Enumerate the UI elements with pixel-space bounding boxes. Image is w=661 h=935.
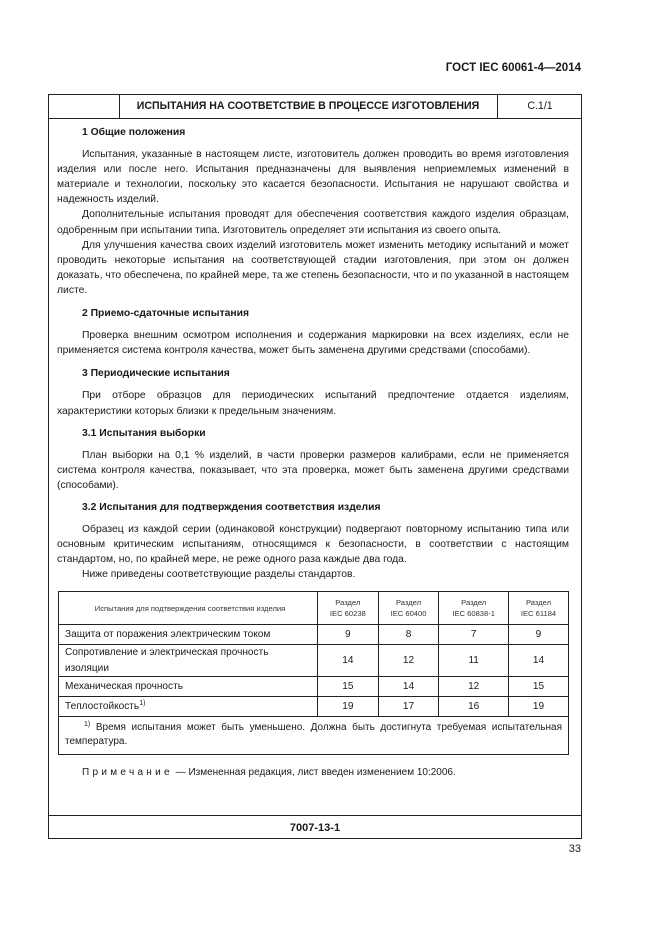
row-label: Механическая прочность bbox=[59, 676, 318, 696]
row-label: Теплостойкость bbox=[65, 700, 140, 712]
document-code: ГОСТ IEC 60061-4—2014 bbox=[445, 62, 581, 74]
header-empty-cell bbox=[49, 95, 120, 118]
sheet-title: ИСПЫТАНИЯ НА СООТВЕТСТВИЕ В ПРОЦЕССЕ ИЗГОТОВЛЕНИЯ bbox=[119, 95, 498, 118]
section-1-paragraph-1: Испытания, указанные в настоящем листе, изготовитель должен проводить во время изготовления изделия или после него. Испытания предназначены для выявления неприемлемых изменений в материале и технологии, поскольку это касается безопасности. Испытания не нарушают свойства и надежность изделий. bbox=[57, 149, 569, 206]
footnote-ref: 1) bbox=[139, 699, 146, 707]
row-value: 14 bbox=[508, 645, 568, 676]
test-sections-table bbox=[58, 591, 569, 754]
row-value: 7 bbox=[439, 625, 509, 645]
footnote-mark: 1) bbox=[84, 720, 91, 728]
table-footnote-row bbox=[59, 716, 569, 754]
section-1-paragraph-2: Дополнительные испытания проводят для обеспечения соответствия каждого изделия образцам, одобренным при испытании типа. Изготовитель определяет эти испытания из своего опыта. bbox=[57, 209, 569, 236]
col-header-line1: Раздел bbox=[461, 598, 487, 608]
row-value: 14 bbox=[318, 645, 379, 676]
row-value: 9 bbox=[318, 625, 379, 645]
table-footnote bbox=[59, 716, 569, 754]
table-row bbox=[59, 676, 569, 696]
row-value: 17 bbox=[378, 696, 439, 716]
col-header-line1: Раздел bbox=[395, 598, 422, 608]
table-header-col bbox=[378, 592, 439, 625]
note-text: — Измененная редакция, лист введен изменением 10:2006. bbox=[175, 766, 456, 778]
col-header-line2: IEC 61184 bbox=[520, 609, 557, 619]
table-row bbox=[59, 625, 569, 645]
table-header-col bbox=[439, 592, 509, 625]
note-label: Примечание bbox=[82, 766, 173, 778]
section-3-paragraph: При отборе образцов для периодических испытаний предпочтение отдается изделиям, характеристики которых близки к предельным значениям. bbox=[57, 390, 569, 417]
section-2-paragraph: Проверка внешним осмотром исполнения и содержания маркировки на всех изделиях, если не применяется система контроля качества, может быть заменена другими средствами (способами). bbox=[57, 330, 569, 357]
section-3-2-paragraph-2: Ниже приведены соответствующие разделы стандартов. bbox=[82, 569, 356, 581]
section-3-2-heading: 3.2 Испытания для подтверждения соответствия изделия bbox=[82, 501, 381, 513]
section-3-1-heading: 3.1 Испытания выборки bbox=[82, 427, 206, 439]
col-header-line1: Раздел bbox=[525, 598, 552, 608]
row-value: 14 bbox=[378, 676, 439, 696]
row-value: 16 bbox=[439, 696, 509, 716]
table-header-col bbox=[508, 592, 568, 625]
row-value: 9 bbox=[508, 625, 568, 645]
table-row bbox=[59, 645, 569, 676]
footnote-text: Время испытания может быть уменьшено. Должна быть достигнута требуемая испытательная температура. bbox=[65, 721, 562, 747]
section-3-2-paragraph-1: Образец из каждой серии (одинаковой конструкции) подвергают повторному испытанию типа или основным критическим испытаниям, относящимся к безопасности, в соответствии с настоящим стандартом, но, по крайней мере, не реже одного раза каждые два года. bbox=[57, 524, 569, 566]
sheet-number: С.1/1 bbox=[527, 100, 553, 112]
row-value: 11 bbox=[439, 645, 509, 676]
col-header-line2: IEC 60400 bbox=[390, 609, 427, 619]
section-3-1-paragraph: План выборки на 0,1 % изделий, в части проверки размеров калибрами, если не применяется система контроля качества, показывает, что эта проверка, может быть заменена другими средствами (способами). bbox=[57, 449, 569, 491]
table-row bbox=[59, 696, 569, 716]
section-1-heading: 1 Общие положения bbox=[82, 127, 186, 138]
col-header-line2: IEC 60838-1 bbox=[452, 609, 495, 619]
row-value: 19 bbox=[318, 696, 379, 716]
page-number: 33 bbox=[568, 843, 581, 855]
row-label: Сопротивление и электрическая прочность изоляции bbox=[59, 645, 318, 676]
row-value: 15 bbox=[508, 676, 568, 696]
section-2-heading: 2 Приемо-сдаточные испытания bbox=[82, 308, 250, 320]
table-header-col bbox=[318, 592, 379, 625]
col-header-line1: Раздел bbox=[335, 598, 361, 608]
row-value: 12 bbox=[439, 676, 509, 696]
sheet-header bbox=[49, 95, 581, 119]
table-header-first: Испытания для подтверждения соответствия изделия bbox=[59, 592, 318, 625]
row-value: 12 bbox=[378, 645, 439, 676]
row-value: 15 bbox=[318, 676, 379, 696]
col-header-line2: IEC 60238 bbox=[329, 609, 366, 619]
table-header-row bbox=[59, 592, 569, 625]
row-label-cell bbox=[59, 696, 318, 716]
row-value: 8 bbox=[378, 625, 439, 645]
sheet-frame bbox=[48, 94, 582, 839]
sheet-body bbox=[57, 118, 569, 780]
row-label: Защита от поражения электрическим током bbox=[59, 625, 318, 645]
section-1-paragraph-3: Для улучшения качества своих изделий изготовитель может изменить методику испытаний и может проводить некоторые испытания на соответствующей стадии изготовления, при этом он должен доказать, что обеспечена, по крайней мере, та же степень безопасности, что и по указанной в настоящем листе. bbox=[57, 239, 569, 296]
note bbox=[57, 765, 569, 780]
section-3-heading: 3 Периодические испытания bbox=[82, 368, 230, 380]
row-value: 19 bbox=[508, 696, 568, 716]
sheet-footer-code: 7007-13-1 bbox=[49, 815, 581, 840]
